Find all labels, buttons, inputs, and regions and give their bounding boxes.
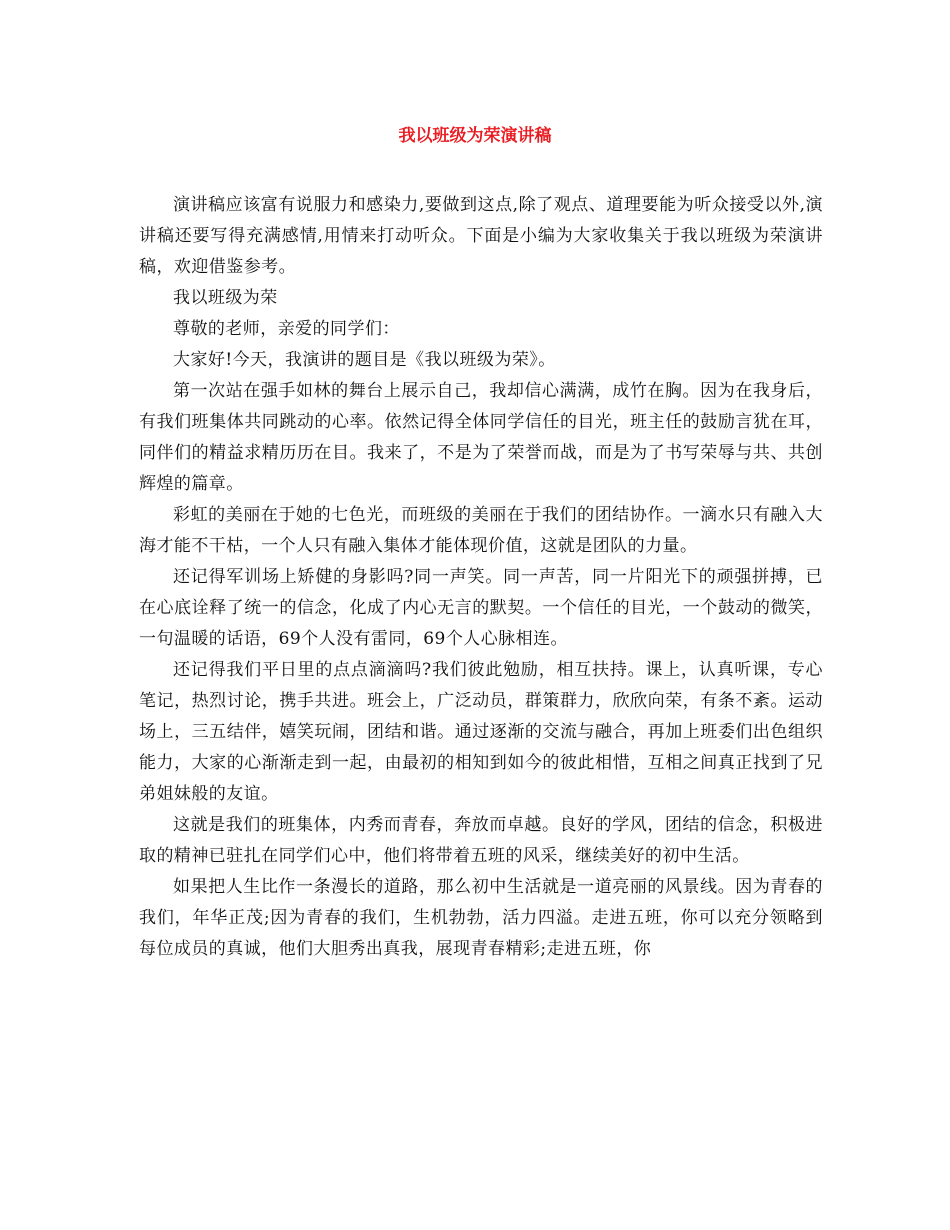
document-body <box>139 190 823 965</box>
document-title: 我以班级为荣演讲稿 <box>398 126 552 146</box>
paragraph-daily-life: 还记得我们平日里的点点滴滴吗?我们彼此勉励，相互扶持。课上，认真听课，专心笔记，热烈讨论，携手共进。班会上，广泛动员，群策群力，欣欣向荣，有条不紊。运动场上，三五结伴，嬉笑玩闹，团结和谐。通过逐渐的交流与融合，再加上班委们出色组织能力，大家的心渐渐走到一起，由最初的相知到如今的彼此相惜，互相之间真正找到了兄弟姐妹般的友谊。 <box>139 660 823 804</box>
paragraph-life-road: 如果把人生比作一条漫长的道路，那么初中生活就是一道亮丽的风景线。因为青春的我们，年华正茂;因为青春的我们，生机勃勃，活力四溢。走进五班，你可以充分领略到每位成员的真诚，他们大胆秀出真我，展现青春精彩;走进五班，你 <box>139 877 823 959</box>
paragraph-greeting: 大家好!今天，我演讲的题目是《我以班级为荣》。 <box>173 350 556 370</box>
paragraph-intro: 演讲稿应该富有说服力和感染力,要做到这点,除了观点、道理要能为听众接受以外,演讲稿还要写得充满感情,用情来打动听众。下面是小编为大家收集关于我以班级为荣演讲稿，欢迎借鉴参考。 <box>139 195 823 277</box>
paragraph-first-stage: 第一次站在强手如林的舞台上展示自己，我却信心满满，成竹在胸。因为在我身后，有我们班集体共同跳动的心率。依然记得全体同学信任的目光，班主任的鼓励言犹在耳，同伴们的精益求精历历在目。我来了，不是为了荣誉而战，而是为了书写荣辱与共、共创辉煌的篇章。 <box>139 381 823 494</box>
paragraph-military-training: 还记得军训场上矫健的身影吗?同一声笑。同一声苦，同一片阳光下的顽强拼搏，已在心底诠释了统一的信念，化成了内心无言的默契。一个信任的目光，一个鼓动的微笑，一句温暖的话语，69个人没有雷同，69个人心脉相连。 <box>139 567 823 649</box>
paragraph-rainbow: 彩虹的美丽在于她的七色光，而班级的美丽在于我们的团结协作。一滴水只有融入大海才能不干枯，一个人只有融入集体才能体现价值，这就是团队的力量。 <box>139 505 823 556</box>
paragraph-salutation: 尊敬的老师，亲爱的同学们： <box>173 319 400 339</box>
paragraph-speech-title: 我以班级为荣 <box>173 288 278 308</box>
paragraph-class-collective: 这就是我们的班集体，内秀而青春，奔放而卓越。良好的学风，团结的信念，积极进取的精神已驻扎在同学们心中，他们将带着五班的风采，继续美好的初中生活。 <box>139 815 823 866</box>
